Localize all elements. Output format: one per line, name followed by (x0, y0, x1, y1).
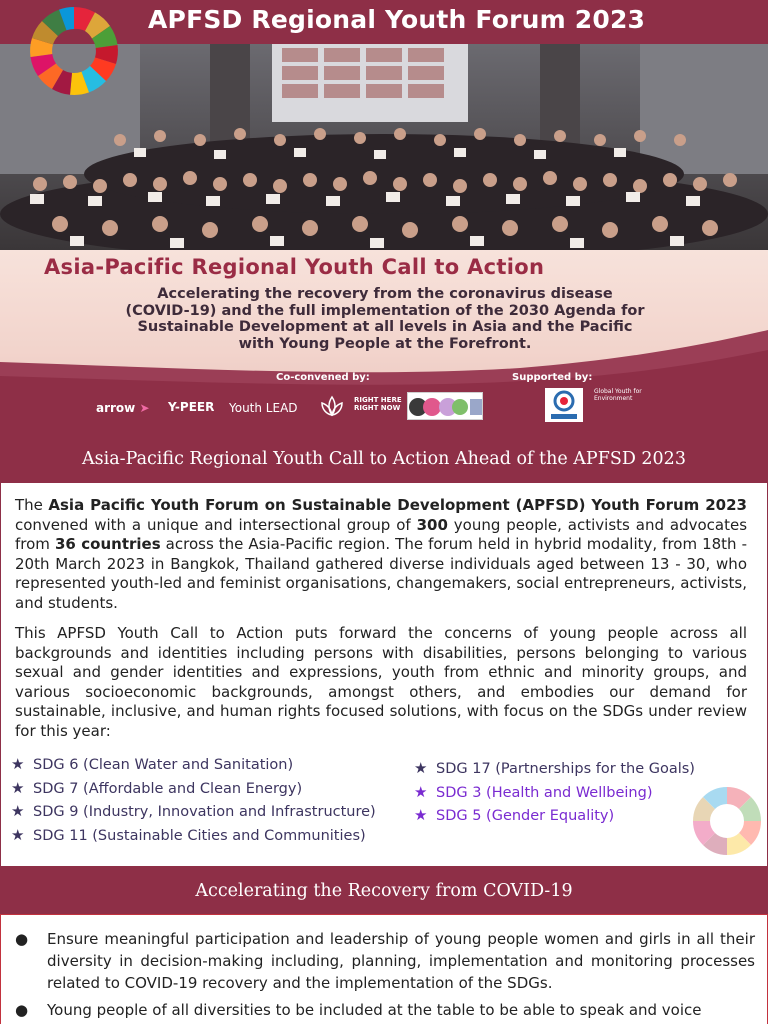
sdg-label: SDG 5 (Gender Equality) (436, 808, 615, 824)
bullet-text: Young people of all diversities to be included at the table to be able to speak and voice (47, 1001, 702, 1019)
forum-name: Asia Pacific Youth Forum on Sustainable Development (APFSD) Youth Forum 2023 (48, 496, 747, 514)
text-run: across the Asia-Pacific region. The forum held in hybrid modality, from 18th - 20th March 2023 in Bangkok, Thailand gathered diverse individuals aged between 13 - 30, who represented youth-led and feminist organisations, changemakers, social entrepreneurs, activists, and students. (15, 535, 747, 612)
supported-label: Supported by: (512, 372, 593, 383)
ypeer-logo: Y-PEER (168, 400, 215, 414)
sdg-list-item (11, 800, 376, 824)
bullet-text: Ensure meaningful participation and leadership of young people women and girls in all their diversity in decision-making including, planning, implementation and monitoring processes related to COVID-19 recovery and the implementation of the SDGs. (47, 930, 755, 992)
arrow-logo (96, 401, 150, 415)
star-icon: ★ (11, 755, 25, 773)
bullet-item (15, 999, 755, 1021)
bullet-dot-icon: ● (15, 1001, 29, 1019)
star-icon: ★ (414, 806, 428, 824)
text-run: convened with a unique and intersectional group of (15, 515, 417, 534)
sdg-list-item (11, 824, 376, 848)
section-title: Accelerating the Recovery from COVID-19 (195, 881, 573, 901)
country-count: 36 countries (54, 535, 161, 553)
bullet-dot-icon: ● (15, 930, 29, 948)
intro-paragraph-2: This APFSD Youth Call to Action puts forward the concerns of young people across all backgrounds and identities including persons with disabilities, persons belonging to various sexual and gender identities and expressions, youth from ethnic and minority groups, and various socioeconomic backgrounds, amongst others, and embodies our demand for sustainable, inclusive, and human rights focused solutions, with focus on the SDGs under review for this year: (15, 624, 747, 740)
sdg-list-item (11, 777, 376, 801)
section-header-call-to-action (0, 433, 768, 483)
arrow-logo-icon: ➤ (139, 401, 150, 415)
cta-subtitle (30, 286, 740, 352)
cta-subtitle-line: (COVID-19) and the full implementation of the 2030 Agenda for (125, 302, 645, 319)
sdg-wheel-logo (6, 3, 142, 103)
sdg-list-item-highlight (414, 781, 695, 805)
youthlead-logo: Youth LEAD (229, 401, 298, 415)
sdg-list-item-highlight (414, 804, 695, 828)
apfcrm-logo-image (545, 388, 583, 422)
sdg-label: SDG 6 (Clean Water and Sanitation) (33, 757, 294, 773)
cta-banner (0, 250, 768, 433)
sdg-list-right (414, 757, 695, 828)
sdg-list-item (414, 757, 695, 781)
lotus-logo-icon (318, 395, 346, 417)
gyfe-logo-line: Global Youth for (594, 388, 642, 395)
sdg-list-left (11, 753, 376, 847)
section-title: Asia-Pacific Regional Youth Call to Action Ahead of the APFSD 2023 (82, 449, 686, 469)
star-icon: ★ (11, 778, 25, 797)
partner-logos-image (408, 393, 484, 421)
sdg-label: SDG 3 (Health and Wellbeing) (436, 784, 653, 801)
text-run: The (15, 496, 49, 514)
text-run: young people, activists and advocates from (15, 515, 748, 553)
star-icon: ★ (11, 802, 25, 820)
sdg-label: SDG 7 (Affordable and Clean Energy) (33, 780, 303, 797)
sdg-label: SDG 17 (Partnerships for the Goals) (436, 761, 695, 777)
sdg-label: SDG 11 (Sustainable Cities and Communities) (33, 827, 366, 844)
cta-subtitle-line: Sustainable Development at all levels in Asia and the Pacific (137, 319, 633, 335)
cta-title: Asia-Pacific Regional Youth Call to Action (44, 255, 545, 279)
star-icon: ★ (414, 782, 428, 801)
arrow-logo-text: arrow (96, 401, 136, 415)
cta-subtitle-line: Accelerating the recovery from the coronavirus disease (157, 286, 613, 302)
cta-subtitle-line: with Young People at the Forefront. (238, 335, 532, 352)
rhrn-logo (354, 396, 402, 412)
gyfe-logo (594, 388, 642, 402)
section-header-covid-recovery (0, 866, 768, 914)
coconvened-label: Co-convened by: (276, 372, 370, 383)
partner-logos-box (407, 392, 483, 420)
sdg-label: SDG 9 (Industry, Innovation and Infrastructure) (33, 804, 376, 820)
recovery-bullets (0, 914, 768, 1024)
intro-content (0, 483, 768, 866)
star-icon: ★ (414, 759, 428, 777)
star-icon: ★ (11, 825, 25, 844)
rhrn-logo-line: RIGHT HERE (354, 396, 402, 404)
intro-paragraph-1 (15, 496, 747, 613)
page-title: APFSD Regional Youth Forum 2023 (148, 5, 646, 34)
sdg-list-item (11, 753, 376, 777)
apfcrm-logo (545, 388, 583, 422)
faded-sdg-wheel-icon (691, 785, 763, 857)
bullet-item (15, 928, 755, 994)
participant-count: 300 (416, 515, 448, 534)
rhrn-logo-line: RIGHT NOW (354, 404, 401, 412)
gyfe-logo-line: Environment (594, 395, 633, 402)
